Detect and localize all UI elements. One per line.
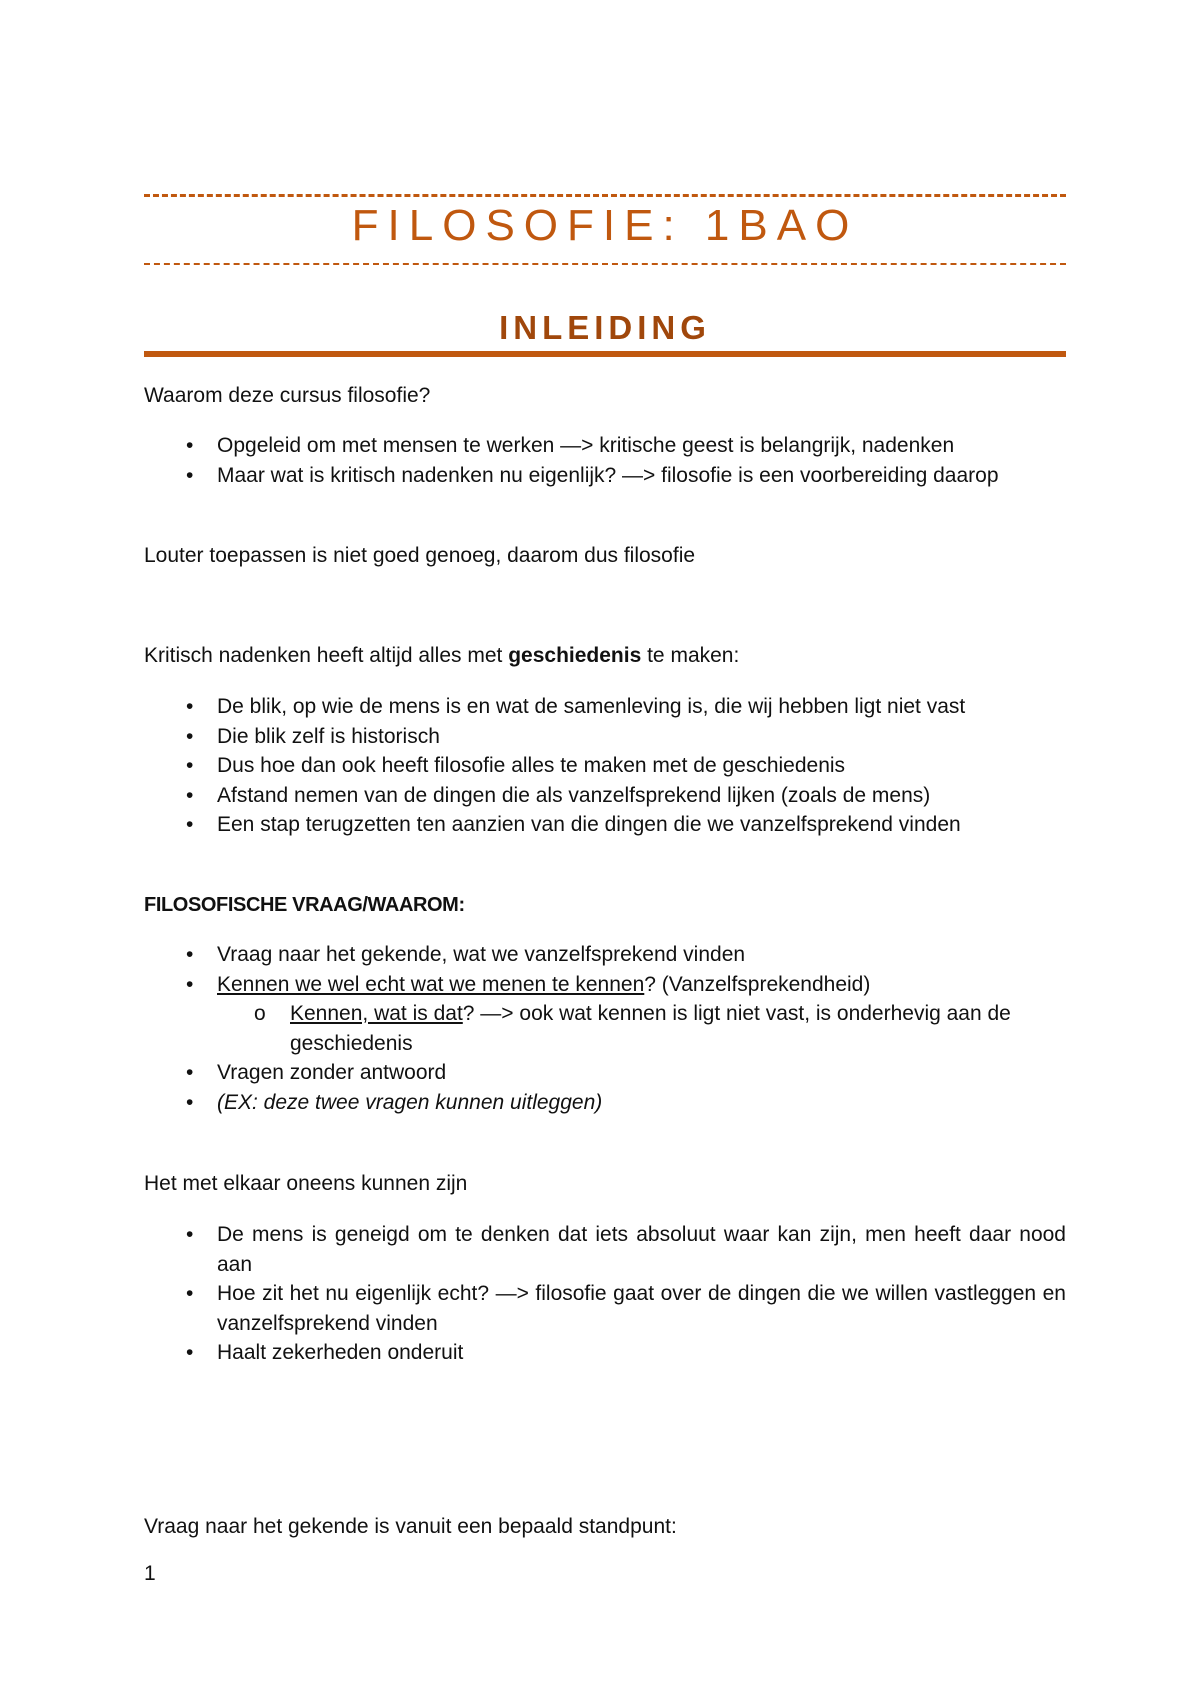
bullet-icon: • [186,434,194,457]
bullet-icon: • [186,724,194,748]
list-item: • Die blik zelf is historisch [144,722,1066,752]
list-item: • (EX: deze twee vragen kunnen uitleggen) [144,1088,1066,1118]
bullet-icon: • [186,813,194,836]
paragraph-oneens: Het met elkaar oneens kunnen zijn [144,1172,468,1195]
list-item: • Dus hoe dan ook heeft filosofie alles te maken met de geschiedenis [144,751,1066,781]
list-subitem: o Kennen, wat is dat? —> ook wat kennen is ligt niet vast, is onderhevig aan de geschiedenis [144,999,1066,1058]
section-heading-inleiding: INLEIDING [499,309,711,346]
bullet-list-1 [144,431,1066,490]
bullet-icon: • [186,463,194,487]
sub-bullet-icon: o [254,1002,266,1025]
title-top-rule [144,194,1066,197]
bullet-icon: • [186,1341,194,1364]
list-item: • Hoe zit het nu eigenlijk echt? —> filosofie gaat over de dingen die we willen vastleggen en vanzelfsprekend vinden [144,1279,1066,1338]
page-number: 1 [144,1562,156,1585]
paragraph-louter: Louter toepassen is niet goed genoeg, daarom dus filosofie [144,544,696,567]
bullet-list-2 [144,692,1066,840]
bullet-icon: • [186,754,194,777]
bullet-icon: • [186,1223,194,1246]
bullet-icon: • [186,783,194,807]
list-item: • Vragen zonder antwoord [144,1058,1066,1088]
section-heading-filosofische-vraag: FILOSOFISCHE VRAAG/WAAROM: [144,894,465,916]
bullet-icon: • [186,1282,194,1305]
list-item: • Maar wat is kritisch nadenken nu eigenlijk? —> filosofie is een voorbereiding daarop [144,461,1066,491]
title-bottom-rule [144,263,1066,265]
bullet-icon: • [186,1061,194,1084]
bullet-icon: • [186,695,194,718]
bullet-icon: • [186,943,194,966]
list-item: • Haalt zekerheden onderuit [144,1338,1066,1368]
list-item: • Afstand nemen van de dingen die als vanzelfsprekend lijken (zoals de mens) [144,781,1066,811]
list-item: • Vraag naar het gekende, wat we vanzelfsprekend vinden [144,940,1066,970]
paragraph-kritisch: Kritisch nadenken heeft altijd alles met geschiedenis te maken: [144,644,740,667]
bullet-icon: • [186,972,194,996]
heading-underline-rule [144,351,1066,357]
bullet-list-3 [144,940,1066,1117]
paragraph-waarom: Waarom deze cursus filosofie? [144,384,431,407]
bullet-list-4 [144,1220,1066,1368]
bullet-icon: • [186,1090,194,1114]
paragraph-standpunt: Vraag naar het gekende is vanuit een bepaald standpunt: [144,1515,677,1538]
list-item: • Kennen we wel echt wat we menen te kennen? (Vanzelfsprekendheid) [144,970,1066,1000]
list-item: • Een stap terugzetten ten aanzien van die dingen die we vanzelfsprekend vinden [144,810,1066,840]
list-item: • De mens is geneigd om te denken dat iets absoluut waar kan zijn, men heeft daar nood aan [144,1220,1066,1279]
list-item: • De blik, op wie de mens is en wat de samenleving is, die wij hebben ligt niet vast [144,692,1066,722]
list-item: • Opgeleid om met mensen te werken —> kritische geest is belangrijk, nadenken [144,431,1066,461]
document-title: FILOSOFIE: 1BAO [351,201,859,250]
